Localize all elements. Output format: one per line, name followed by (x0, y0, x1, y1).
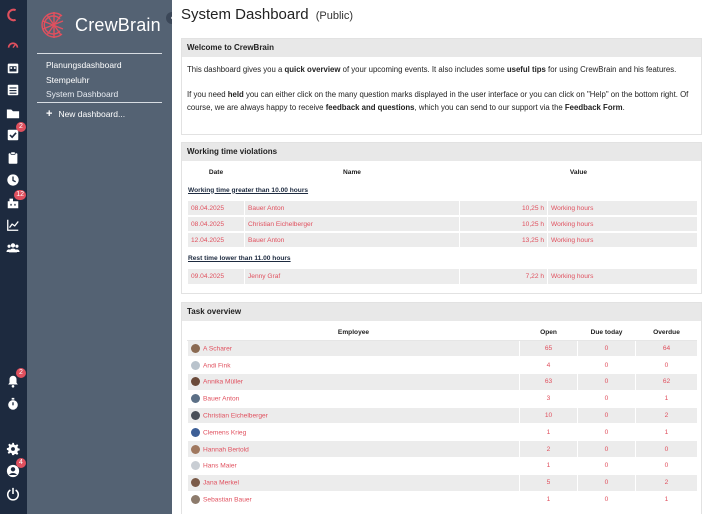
cell-date: 08.04.2025 (188, 216, 245, 232)
cell-due-today[interactable]: 0 (578, 407, 636, 424)
cell-open[interactable]: 1 (520, 424, 578, 441)
cell-open[interactable]: 4 (520, 357, 578, 374)
cell-open[interactable]: 5 (520, 474, 578, 491)
cell-due-today[interactable]: 0 (578, 374, 636, 391)
feedback-form-link[interactable]: Feedback Form (564, 103, 623, 112)
clipboard-icon[interactable] (4, 149, 22, 167)
bell-icon[interactable] (4, 369, 23, 390)
table-row (188, 200, 698, 216)
cell-overdue[interactable]: 0 (636, 441, 698, 458)
nav-divider-2 (37, 102, 162, 103)
welcome-card (181, 38, 702, 135)
cell-type: Working hours (548, 200, 698, 216)
gear-icon[interactable] (4, 440, 22, 458)
cell-employee[interactable] (188, 407, 520, 424)
welcome-paragraph-1 (182, 63, 701, 76)
text: you can either click on the many question marks displayed in the user interface or you can click on "Help" on the bottom right. Of course, we are always happy to receive (187, 90, 689, 112)
task-rows (188, 340, 698, 508)
cell-open[interactable]: 1 (520, 491, 578, 508)
cell-overdue[interactable]: 0 (636, 357, 698, 374)
clock-icon[interactable] (4, 171, 22, 189)
list-icon[interactable] (4, 81, 22, 99)
column-header-date: Date (188, 165, 245, 180)
cell-value: 10,25 h (460, 216, 548, 232)
table-row (188, 458, 698, 475)
employee-name: Christian Eichelberger (203, 412, 268, 420)
text: for using CrewBrain and his features. (545, 65, 677, 74)
cell-overdue[interactable]: 1 (636, 424, 698, 441)
power-icon[interactable] (4, 485, 22, 503)
avatar (191, 344, 200, 353)
avatar (191, 377, 200, 386)
table-row (188, 232, 698, 248)
stopwatch-icon[interactable] (4, 395, 22, 413)
column-header-name: Name (245, 165, 460, 180)
cell-employee[interactable] (188, 340, 520, 357)
employee-name: Clemens Krieg (203, 429, 247, 437)
crewbrain-logo-mark (37, 8, 71, 42)
cell-name[interactable]: Bauer Anton (245, 200, 460, 216)
chart-icon[interactable] (4, 216, 22, 234)
page-title (181, 6, 353, 23)
cell-date: 09.04.2025 (188, 268, 245, 284)
plus-icon: + (46, 108, 53, 120)
text-bold: feedback and questions (325, 103, 415, 112)
text: of your upcoming events. It also includes some (340, 65, 507, 74)
cell-type: Working hours (548, 216, 698, 232)
checklist-icon[interactable] (4, 123, 23, 144)
avatar (191, 428, 200, 437)
section-rest-time-lower[interactable]: Rest time lower than 11.00 hours (188, 248, 698, 268)
column-header-due-today: Due today (578, 325, 636, 340)
working-time-violations-card (181, 142, 702, 294)
table-row (188, 407, 698, 424)
column-header-open: Open (520, 325, 578, 340)
cell-employee[interactable] (188, 458, 520, 475)
cell-overdue[interactable]: 1 (636, 491, 698, 508)
text-bold: useful tips (506, 65, 546, 74)
welcome-header: Welcome to CrewBrain (182, 39, 701, 57)
cell-due-today[interactable]: 0 (578, 357, 636, 374)
folder-icon[interactable] (4, 104, 22, 122)
employee-name: Sebastian Bauer (203, 496, 252, 504)
cell-type: Working hours (548, 232, 698, 248)
text-bold: held (227, 90, 244, 99)
main-content (172, 0, 704, 514)
employee-name: Annika Müller (203, 378, 243, 386)
column-header-employee: Employee (188, 325, 520, 340)
cell-due-today[interactable]: 0 (578, 458, 636, 475)
cell-value: 13,25 h (460, 232, 548, 248)
text: This dashboard gives you a (187, 65, 285, 74)
employee-name: A Scharer (203, 345, 232, 353)
cell-employee[interactable] (188, 424, 520, 441)
checklist-badge: 2 (16, 122, 26, 132)
cell-employee[interactable] (188, 390, 520, 407)
cell-open[interactable]: 10 (520, 407, 578, 424)
cell-overdue[interactable]: 2 (636, 407, 698, 424)
employee-name: Hannah Bertold (203, 445, 249, 453)
cell-employee[interactable] (188, 374, 520, 391)
table-row (188, 474, 698, 491)
cell-employee[interactable] (188, 474, 520, 491)
table-row (188, 374, 698, 391)
employee-name: Andi Fink (203, 361, 231, 369)
users-icon[interactable] (4, 239, 22, 257)
crewbrain-logo-icon[interactable] (4, 6, 22, 24)
cell-due-today[interactable]: 0 (578, 340, 636, 357)
nav-divider (37, 53, 162, 54)
cell-overdue[interactable]: 64 (636, 340, 698, 357)
nav-item-stempeluhr[interactable]: Stempeluhr (46, 75, 90, 85)
cell-open[interactable]: 65 (520, 340, 578, 357)
avatar (191, 495, 200, 504)
task-overview-card (181, 302, 702, 514)
bell-badge: 2 (16, 368, 26, 378)
page-subtitle: (Public) (315, 10, 354, 22)
icon-rail (0, 0, 27, 514)
cell-name[interactable]: Bauer Anton (245, 232, 460, 248)
cell-overdue[interactable]: 62 (636, 374, 698, 391)
table-row (188, 491, 698, 508)
cell-due-today[interactable]: 0 (578, 491, 636, 508)
cell-date: 12.04.2025 (188, 232, 245, 248)
table-row (188, 424, 698, 441)
cell-name[interactable]: Jenny Graf (245, 268, 460, 284)
employee-name: Hans Maier (203, 462, 237, 470)
employee-name: Jana Merkel (203, 479, 239, 487)
column-header-value: Value (460, 165, 698, 180)
cell-employee[interactable] (188, 357, 520, 374)
section-working-time-greater[interactable]: Working time greater than 10.00 hours (188, 180, 698, 200)
employee-name: Bauer Anton (203, 395, 240, 403)
profile-icon[interactable] (4, 459, 23, 480)
task-overview-header: Task overview (182, 303, 701, 321)
task-overview-table (187, 325, 697, 508)
text: , which you can send to our support via the (414, 103, 565, 112)
table-row (188, 357, 698, 374)
avatar (191, 411, 200, 420)
new-dashboard-label: New dashboard... (58, 109, 126, 119)
building-icon[interactable] (4, 191, 24, 212)
cell-overdue[interactable]: 2 (636, 474, 698, 491)
cell-open[interactable]: 2 (520, 441, 578, 458)
calendar-icon[interactable] (4, 59, 22, 77)
cell-due-today[interactable]: 0 (578, 441, 636, 458)
cell-overdue[interactable]: 1 (636, 390, 698, 407)
cell-date: 08.04.2025 (188, 200, 245, 216)
cell-employee[interactable] (188, 491, 520, 508)
text: If you need (187, 90, 228, 99)
avatar (191, 461, 200, 470)
cell-type: Working hours (548, 268, 698, 284)
new-dashboard-button[interactable] (46, 109, 125, 119)
cell-due-today[interactable]: 0 (578, 424, 636, 441)
violations-header: Working time violations (182, 143, 701, 161)
avatar (191, 394, 200, 403)
brand-name: CrewBrain (75, 14, 161, 35)
dashboard-nav-panel (27, 0, 172, 514)
page-title-text: System Dashboard (181, 6, 309, 23)
profile-badge: 4 (16, 458, 26, 468)
cell-due-today[interactable]: 0 (578, 474, 636, 491)
building-badge: 12 (16, 191, 24, 198)
cell-open[interactable]: 1 (520, 458, 578, 475)
table-row (188, 268, 698, 284)
violations-table (187, 165, 697, 284)
nav-item-planungsdashboard[interactable]: Planungsdashboard (46, 60, 122, 70)
text-bold: quick overview (284, 65, 341, 74)
crewbrain-logo[interactable] (37, 8, 167, 42)
cell-open[interactable]: 3 (520, 390, 578, 407)
cell-open[interactable]: 63 (520, 374, 578, 391)
cell-value: 7,22 h (460, 268, 548, 284)
table-row (188, 441, 698, 458)
nav-item-system-dashboard[interactable]: System Dashboard (46, 89, 119, 99)
cell-due-today[interactable]: 0 (578, 390, 636, 407)
dashboard-gauge-icon[interactable] (4, 36, 22, 54)
table-row (188, 340, 698, 357)
table-row (188, 390, 698, 407)
cell-value: 10,25 h (460, 200, 548, 216)
table-row (188, 216, 698, 232)
text: . (622, 103, 625, 112)
welcome-paragraph-2 (182, 88, 701, 114)
column-header-overdue: Overdue (636, 325, 698, 340)
cell-overdue[interactable]: 0 (636, 458, 698, 475)
avatar (191, 361, 200, 370)
avatar (191, 445, 200, 454)
cell-name[interactable]: Christian Eichelberger (245, 216, 460, 232)
cell-employee[interactable] (188, 441, 520, 458)
avatar (191, 478, 200, 487)
